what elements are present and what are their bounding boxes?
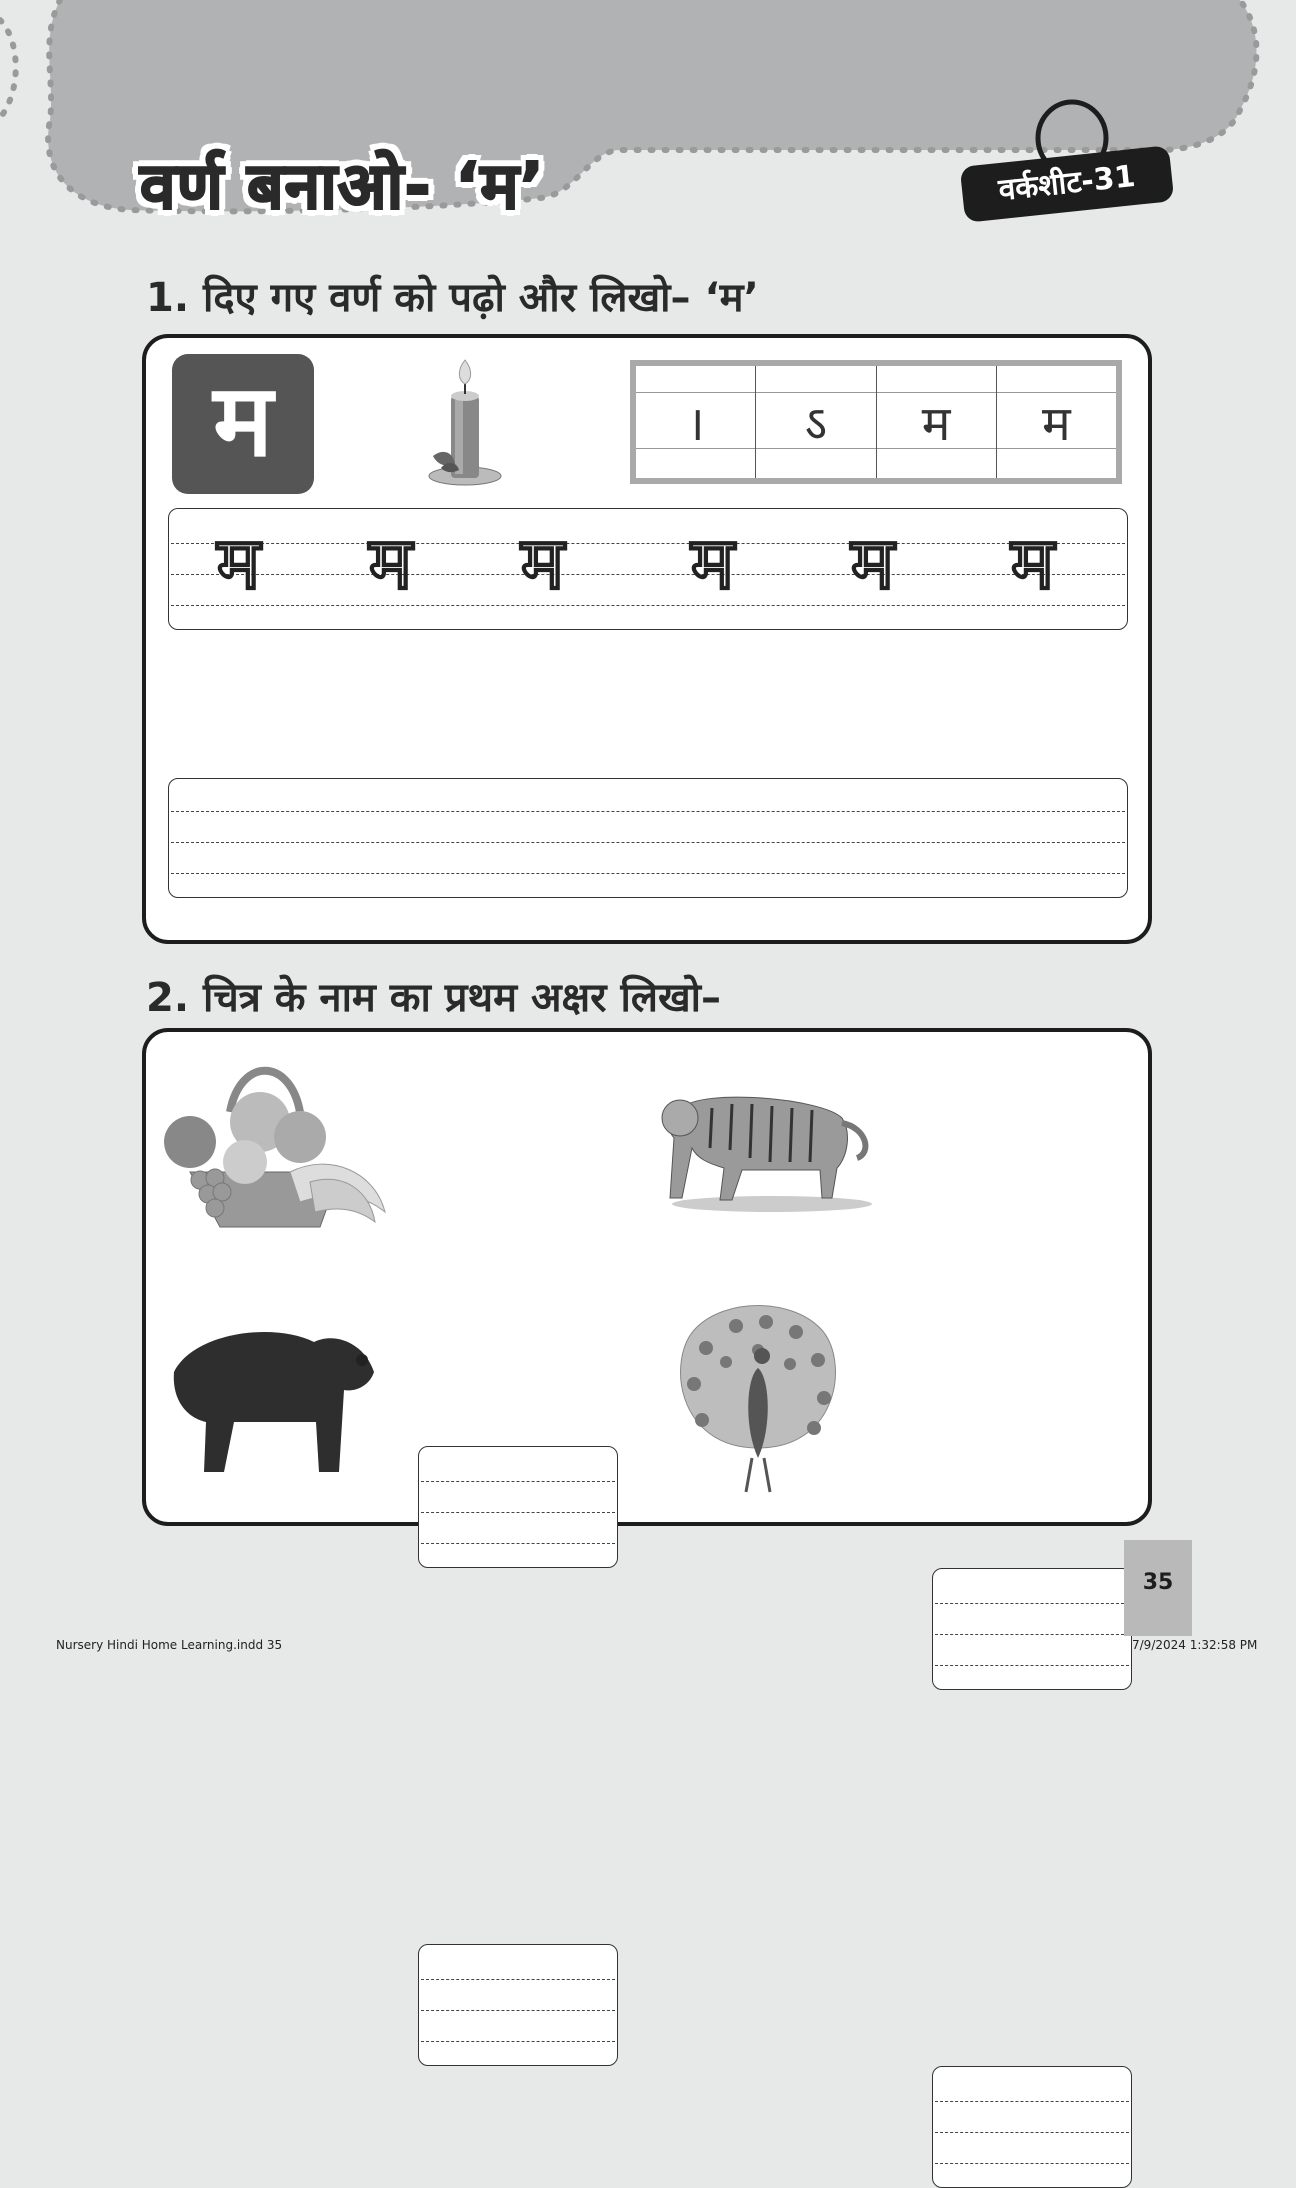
answer-box[interactable] — [418, 1944, 618, 2066]
page-number: 35 — [1124, 1540, 1192, 1636]
stroke-step: । — [636, 366, 756, 478]
worksheet-tag: वर्कशीट-31 — [960, 145, 1175, 223]
tiger-icon — [652, 1078, 888, 1216]
peacock-icon — [666, 1298, 850, 1498]
trace-letter[interactable]: म — [1011, 521, 1055, 605]
writing-row[interactable] — [168, 778, 1128, 898]
trace-letter[interactable]: म — [851, 521, 895, 605]
trace-letter[interactable]: म — [521, 521, 565, 605]
answer-box[interactable] — [932, 2066, 1132, 2188]
question-1: 1. दिए गए वर्ण को पढ़ो और लिखो– ‘म’ — [146, 275, 759, 321]
question-2: 2. चित्र के नाम का प्रथम अक्षर लिखो– — [146, 975, 722, 1021]
candle-icon — [425, 356, 505, 490]
trace-letter[interactable]: म — [217, 521, 261, 605]
footer-file: Nursery Hindi Home Learning.indd 35 — [56, 1638, 283, 1652]
fruit-basket-icon — [160, 1062, 390, 1230]
answer-box[interactable] — [932, 1568, 1132, 1690]
letter-box: म — [172, 354, 314, 494]
stroke-order-table — [630, 360, 1122, 484]
stroke-step: ऽ — [756, 366, 876, 478]
bear-icon — [164, 1312, 382, 1480]
trace-letter[interactable]: म — [691, 521, 735, 605]
page-title: वर्ण बनाओ- ‘म’ — [140, 150, 545, 224]
trace-row[interactable] — [168, 508, 1128, 630]
stroke-step: म — [1042, 395, 1071, 452]
stroke-step: म — [877, 366, 997, 478]
trace-letter[interactable]: म — [369, 521, 413, 605]
footer-timestamp: 7/9/2024 1:32:58 PM — [1132, 1638, 1258, 1652]
answer-box[interactable] — [418, 1446, 618, 1568]
